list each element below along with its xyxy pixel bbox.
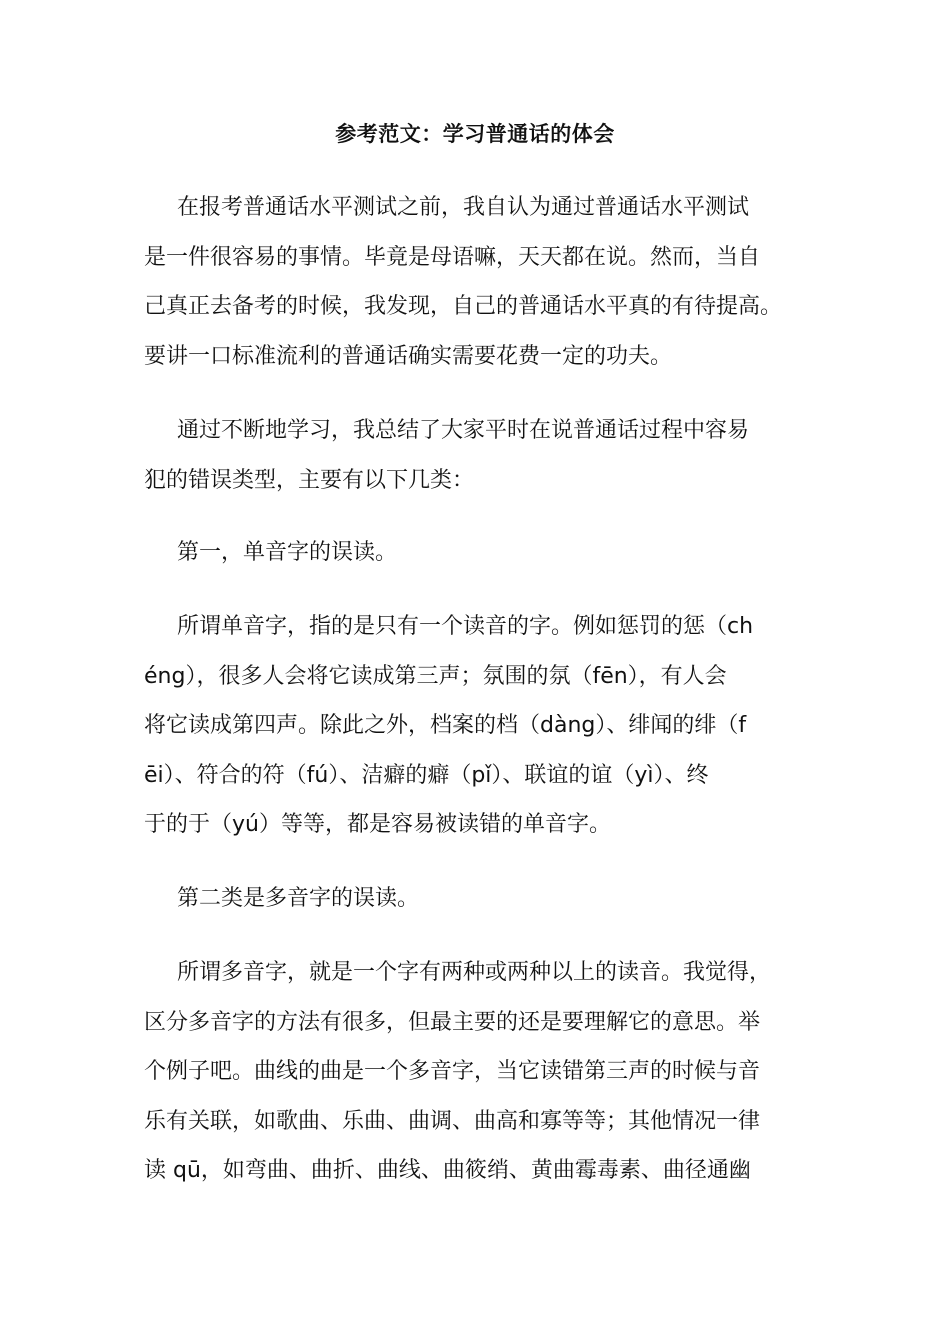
paragraph-line: 读 qū，如弯曲、曲折、曲线、曲筱绡、黄曲霉毒素、曲径通幽 [144,1158,751,1183]
paragraph-3 [144,528,814,578]
paragraph-line: 在报考普通话水平测试之前，我自认为通过普通话水平测试 [177,195,750,220]
paragraph-6 [144,948,814,1196]
paragraph-line: 乐有关联，如歌曲、乐曲、曲调、曲高和寡等等；其他情况一律 [144,1108,761,1134]
paragraph-1 [144,183,814,381]
paragraph-line: 第一，单音字的误读。 [177,540,398,565]
page-title: 参考范文：学习普通话的体会 [335,122,615,146]
paragraph-line: 所谓单音字，指的是只有一个读音的字。例如惩罚的惩（ch [177,614,754,639]
paragraph-line: 个例子吧。曲线的曲是一个多音字，当它读错第三声的时候与音 [144,1059,761,1084]
paragraph-line: 己真正去备考的时候，我发现，自己的普通话水平真的有待提高。 [144,294,783,319]
paragraph-4 [144,602,814,850]
paragraph-line: 通过不断地学习，我总结了大家平时在说普通话过程中容易 [177,418,750,443]
paragraph-2 [144,406,814,505]
paragraph-line: 将它读成第四声。除此之外，档案的档（dàng）、绯闻的绯（f [144,713,747,738]
paragraph-line: 区分多音字的方法有很多，但最主要的还是要理解它的意思。举 [144,1009,761,1035]
paragraph-5 [144,874,814,924]
paragraph-line: 第二类是多音字的误读。 [177,886,420,911]
paragraph-line: 是一件很容易的事情。毕竟是母语嘛，天天都在说。然而，当自 [144,244,761,270]
paragraph-line: 犯的错误类型，主要有以下几类： [144,467,475,493]
paragraph-line: 要讲一口标准流利的普通话确实需要花费一定的功夫。 [144,343,673,369]
paragraph-line: 所谓多音字，就是一个字有两种或两种以上的读音。我觉得， [177,960,772,985]
paragraph-line: ēi）、符合的符（fú）、洁癖的癖（pǐ）、联谊的谊（yì）、终 [144,762,709,788]
paragraph-line: éng），很多人会将它读成第三声；氛围的氛（fēn），有人会 [144,663,727,689]
paragraph-line: 于的于（yú）等等，都是容易被读错的单音字。 [144,812,611,837]
